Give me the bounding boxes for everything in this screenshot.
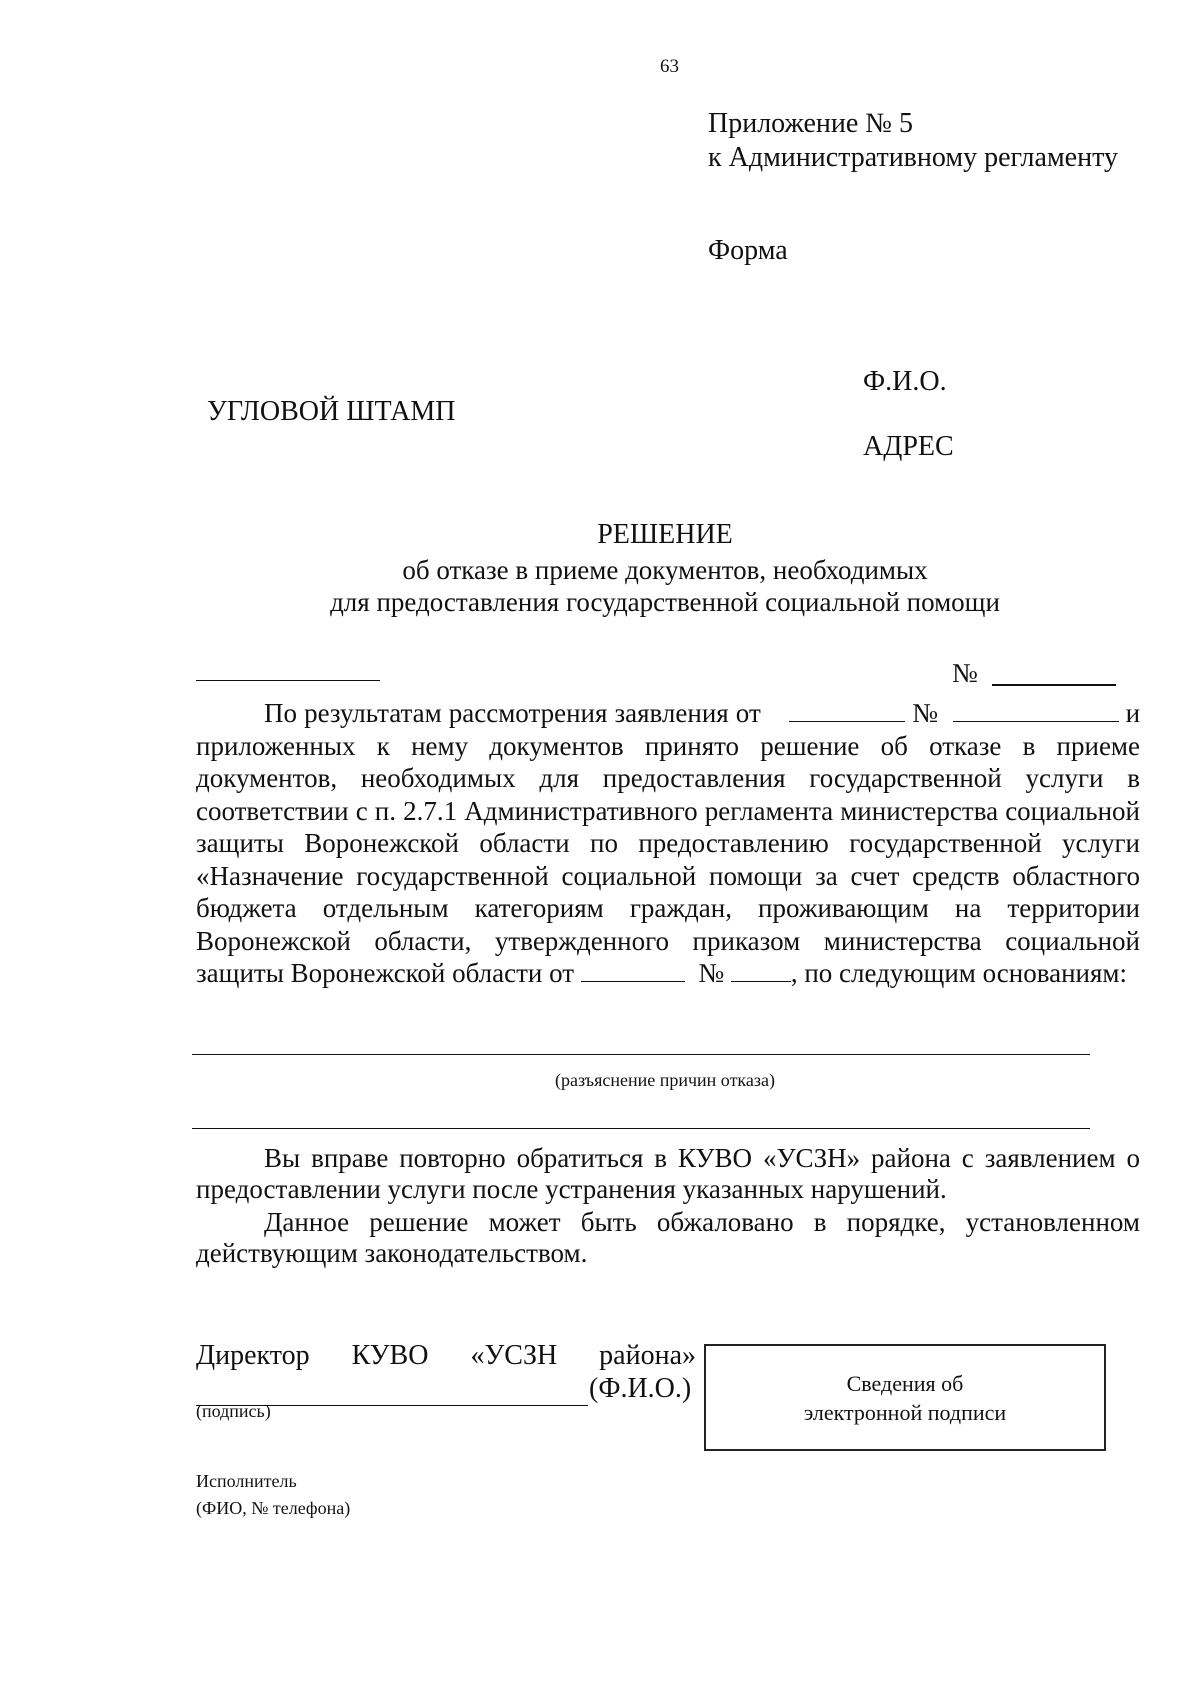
reason-blank-line-1[interactable] bbox=[192, 1053, 1090, 1055]
closing-paragraph-1: Вы вправе повторно обратиться в КУВО «УСЗН» района с заявлением о предоставлении услуги после устранения указанных нарушений. bbox=[196, 1143, 1140, 1204]
decision-number-blank-line[interactable] bbox=[992, 683, 1116, 686]
appendix-reference bbox=[708, 107, 1118, 175]
closing-text bbox=[196, 1143, 1140, 1271]
body-part-2: и приложенных к нему документов принято решение об отказе в приеме документов, необходимых для предоставления государственной услуги в соответствии с п. 2.7.1 Административного регламента министерства социальной защиты Воронежской области по предоставлению государственной услуги «Назначение государственной социальной помощи за счет средств областного бюджета отдельным категориям граждан, проживающим на территории Воронежской области, утвержденного приказом министерства социальной защиты Воронежской области от bbox=[196, 698, 1141, 988]
decision-body bbox=[196, 697, 1140, 990]
page-number: 63 bbox=[660, 56, 679, 77]
order-number-sign: № bbox=[698, 958, 725, 988]
body-part-3: , по следующим основаниям: bbox=[790, 958, 1127, 988]
appendix-line-1: Приложение № 5 bbox=[708, 108, 913, 139]
body-part-1: По результатам рассмотрения заявления от bbox=[264, 698, 761, 728]
order-number-blank[interactable] bbox=[731, 980, 791, 982]
signature-caption: (подпись) bbox=[196, 1401, 271, 1421]
date-blank-line[interactable] bbox=[196, 679, 380, 681]
director-word: «УСЗН bbox=[470, 1340, 558, 1371]
document-subtitle bbox=[0, 554, 1200, 618]
decision-paragraph bbox=[196, 697, 1140, 990]
decision-number-sign: № bbox=[952, 658, 978, 688]
electronic-signature-box bbox=[704, 1344, 1106, 1451]
form-label: Форма bbox=[708, 235, 788, 266]
application-number-blank[interactable] bbox=[953, 720, 1119, 722]
corner-stamp: УГЛОВОЙ ШТАМП bbox=[207, 396, 456, 427]
director-word: Директор bbox=[196, 1340, 310, 1371]
electronic-signature-label: Сведения об электронной подписи bbox=[803, 1370, 1007, 1425]
executor-contacts: (ФИО, № телефона) bbox=[196, 1498, 351, 1518]
document-title: РЕШЕНИЕ bbox=[597, 519, 733, 550]
subtitle-line-2: для предоставления государственной социальной помощи bbox=[330, 587, 1000, 617]
recipient-fio: Ф.И.О. bbox=[863, 366, 947, 397]
director-word: района» bbox=[599, 1340, 696, 1371]
director-title bbox=[196, 1340, 696, 1372]
recipient-address: АДРЕС bbox=[863, 431, 954, 462]
director-fio: (Ф.И.О.) bbox=[589, 1373, 692, 1404]
application-date-blank[interactable] bbox=[789, 720, 905, 722]
order-date-blank[interactable] bbox=[581, 980, 685, 982]
closing-paragraph-2: Данное решение может быть обжаловано в порядке, установленном действующим законодательством. bbox=[196, 1207, 1140, 1268]
subtitle-line-1: об отказе в приеме документов, необходимых bbox=[402, 555, 928, 585]
reason-blank-line-2[interactable] bbox=[192, 1127, 1090, 1129]
appendix-line-2: к Административному регламенту bbox=[708, 142, 1118, 173]
application-number-sign: № bbox=[912, 698, 939, 728]
reason-caption: (разъяснение причин отказа) bbox=[554, 1070, 775, 1090]
executor-label: Исполнитель bbox=[196, 1471, 297, 1491]
director-word: КУВО bbox=[351, 1340, 429, 1371]
